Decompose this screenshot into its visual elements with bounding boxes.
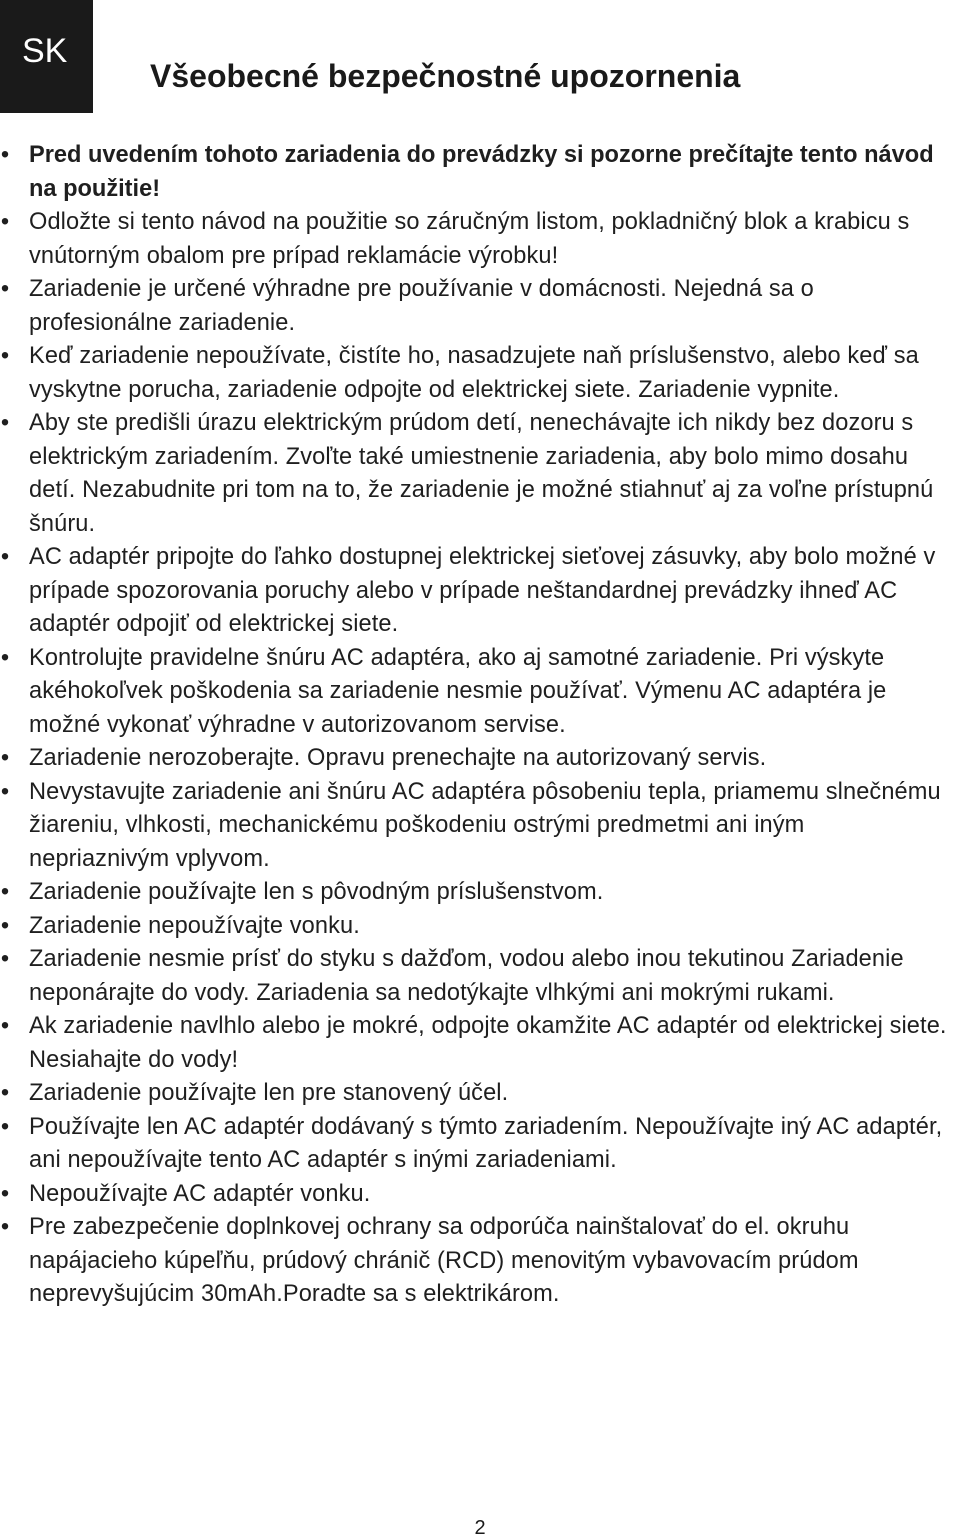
list-item — [0, 1077, 960, 1111]
bullet-icon: • — [0, 1180, 10, 1207]
list-item-text: Keď zariadenie nepoužívate, čistíte ho, nasadzujete naň príslušenstvo, alebo keď sa vyskytne porucha, zariadenie odpojte od elektrickej siete. Zariadenie vypnite. — [29, 343, 919, 403]
list-item-text: Odložte si tento návod na použitie so záručným listom, pokladničný blok a krabicu s vnútorným obalom pre prípad reklamácie výrobku! — [29, 209, 910, 269]
bullet-icon: • — [0, 544, 10, 570]
list-item-text: Používajte len AC adaptér dodávaný s týmto zariadením. Nepoužívajte iný AC adaptér, ani nepoužívajte tento AC adaptér s inými zariadeniami. — [29, 1113, 943, 1173]
list-item-text: Ak zariadenie navlhlo alebo je mokré, odpojte okamžite AC adaptér od elektrickej siete. Nesiahajte do vody! — [29, 1013, 947, 1073]
list-item-text: Zariadenie nerozoberajte. Opravu prenechajte na autorizovaný servis. — [29, 745, 767, 771]
bullet-icon: • — [0, 644, 10, 671]
bullet-icon: • — [0, 276, 10, 302]
list-item — [0, 407, 960, 541]
list-item — [0, 541, 960, 642]
list-item-text: Zariadenie je určené výhradne pre používanie v domácnosti. Nejedná sa o profesionálne zariadenie. — [29, 276, 814, 336]
list-item — [0, 1111, 960, 1178]
bullet-icon: • — [0, 1013, 10, 1039]
list-item-text: Zariadenie nepoužívajte vonku. — [29, 912, 360, 939]
list-item — [0, 340, 960, 407]
bullet-icon: • — [0, 912, 10, 939]
list-item-text: Pred uvedením tohoto zariadenia do prevádzky si pozorne prečítajte tento návod na použitie! — [29, 142, 934, 202]
language-code: SK — [22, 32, 68, 70]
bullet-icon: • — [0, 946, 10, 972]
list-item — [0, 642, 960, 743]
list-item — [0, 876, 960, 910]
bullet-icon: • — [0, 1113, 10, 1140]
bullet-icon: • — [0, 209, 10, 235]
bullet-icon: • — [0, 879, 10, 905]
list-item-text: Kontrolujte pravidelne šnúru AC adaptéra, ako aj samotné zariadenie. Pri výskyte akéhokoľvek poškodenia sa zariadenie nesmie používať. Výmenu AC adaptéra je možné vykonať výhradne v autorizovanom servise. — [29, 644, 887, 738]
list-item-text: Zariadenie používajte len s pôvodným príslušenstvom. — [29, 879, 604, 905]
list-item-text: Aby ste predišli úrazu elektrickým prúdom detí, nenechávajte ich nikdy bez dozoru s elektrickým zariadením. Zvoľte také umiestnenie zariadenia, aby bolo mimo dosahu detí. Nezabudnite pri tom na to, že zariadenie je možné stiahnuť aj za voľne prístupnú šnúru. — [29, 410, 934, 537]
bullet-icon: • — [0, 1080, 10, 1106]
page-title: Všeobecné bezpečnostné upozornenia — [150, 58, 741, 94]
list-item — [0, 943, 960, 1010]
list-item — [0, 1178, 960, 1212]
list-item-text: AC adaptér pripojte do ľahko dostupnej elektrickej sieťovej zásuvky, aby bolo možné v prípade spozorovania poruchy alebo v prípade neštandardnej prevádzky ihneď AC adaptér odpojiť od elektrickej siete. — [29, 544, 936, 637]
list-item-text: Zariadenie nesmie prísť do styku s dažďom, vodou alebo inou tekutinou Zariadenie neponárajte do vody. Zariadenia sa nedotýkajte vlhkými ani mokrými rukami. — [29, 946, 904, 1006]
bullet-icon: • — [0, 410, 10, 436]
safety-warning-list — [0, 139, 960, 1312]
list-item-text: Zariadenie používajte len pre stanovený účel. — [29, 1080, 509, 1106]
bullet-icon: • — [0, 778, 10, 805]
bullet-icon: • — [0, 1214, 10, 1240]
list-item-text: Pre zabezpečenie doplnkovej ochrany sa odporúča nainštalovať do el. okruhu napájacieho kúpeľňu, prúdový chránič (RCD) menovitým vybavovacím prúdom neprevyšujúcim 30mAh.Poradte sa s elektrikárom. — [29, 1214, 859, 1307]
list-item — [0, 273, 960, 340]
list-item — [0, 742, 960, 776]
page-number: 2 — [474, 1517, 486, 1539]
list-item — [0, 1211, 960, 1312]
list-item-text: Nepoužívajte AC adaptér vonku. — [29, 1180, 371, 1207]
bullet-icon: • — [0, 745, 10, 771]
bullet-icon: • — [0, 343, 10, 369]
list-item — [0, 139, 960, 206]
list-item — [0, 206, 960, 273]
bullet-icon: • — [0, 142, 10, 168]
list-item — [0, 776, 960, 877]
list-item — [0, 910, 960, 944]
list-item-text: Nevystavujte zariadenie ani šnúru AC adaptéra pôsobeniu tepla, priamemu slnečnému žiareniu, vlhkosti, mechanickému poškodeniu ostrými predmetmi ani iným nepriaznivým vplyvom. — [29, 778, 941, 872]
language-badge — [0, 0, 93, 113]
list-item — [0, 1010, 960, 1077]
